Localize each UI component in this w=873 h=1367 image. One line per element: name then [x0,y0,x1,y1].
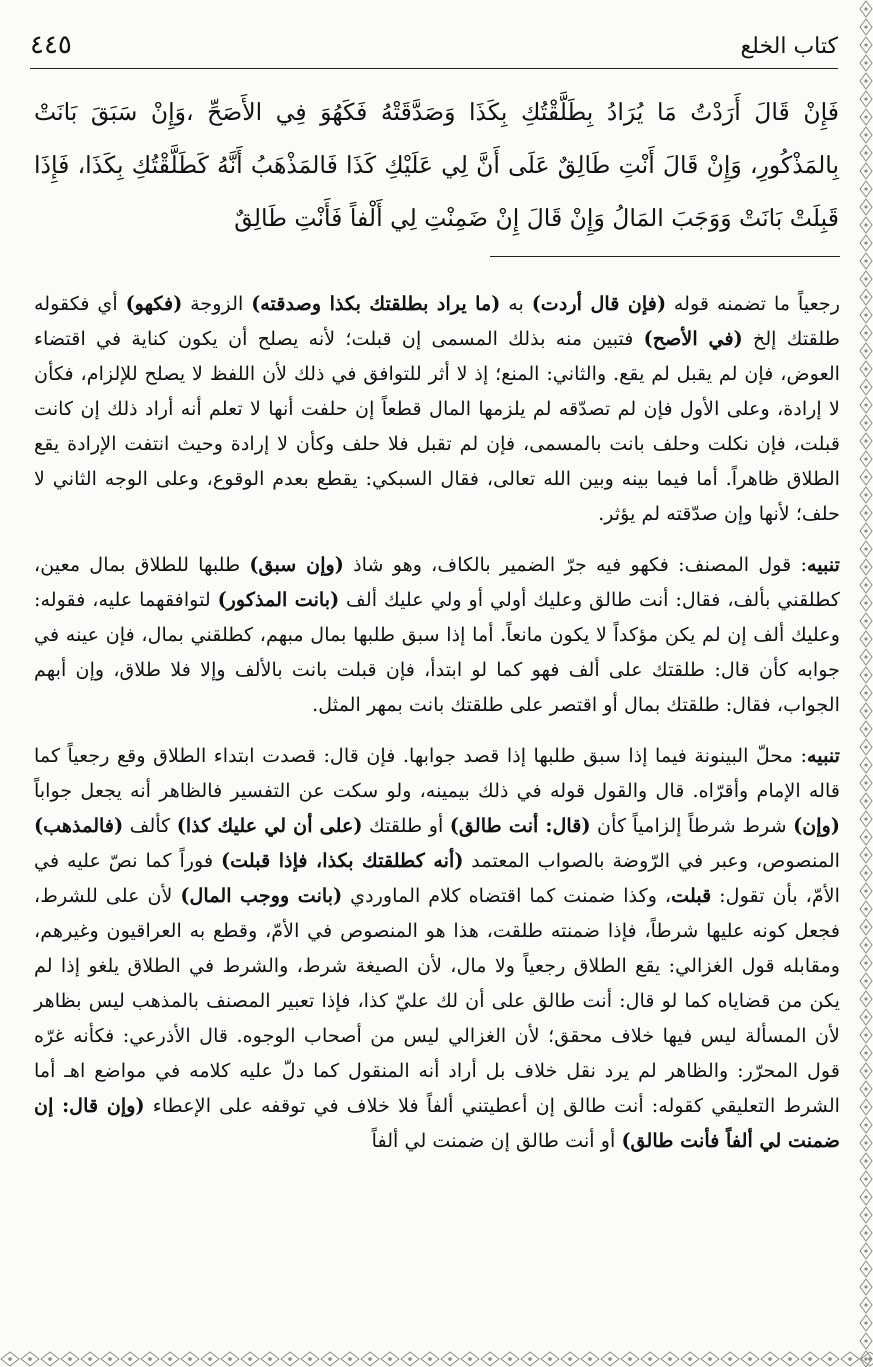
quoted-matn: قبلت [671,884,712,907]
commentary-text: لأن على للشرط، فجعل كونه عليها شرطاً، فإذا ضمنته طلقت، هذا هو المنصوص في الأمّ، وقطع به العراقيون وغيرهم، ومقابله قول الغزالي: يقع الطلاق رجعياً ولا مال، لأن الصيغة شرط، والشرط في الطلاق يلغو إذا لم يكن من قضاياه كما لو قال: أنت طالق على أن لك عليّ كذا، فإذا تعبير المصنف بالمذهب ليس بظاهر لأن المسألة ليس فيها خلاف محقق؛ لأن الغزالي ليس من أصحاب الوجوه. قال الأذرعي: فكأنه غرّه قول المحرّر: والظاهر لم يرد نقل خلاف بل أراد أنه المنقول كما دلّ عليه كلامه في مواضع اهـ أما الشرط التعليقي كقوله: أنت طالق إن أعطيتني ألفاً فلا خلاف في توقفه على الإعطاء [34,884,841,1117]
decorative-border-right [859,0,873,1367]
commentary-text: به [500,292,532,315]
commentary-text: فوراً كما نصّ عليه في الأمّ، بأن تقول: [34,849,840,907]
quoted-matn: (فكهو) [125,292,183,315]
commentary-text: أو طلقتك [362,814,450,837]
quoted-matn: (وإن قال: إن ضمنت لي ألفاً فأنت طالق) [34,1094,840,1152]
quoted-matn: (فالمذهب) [34,814,124,837]
quoted-matn: (قال: أنت طالق) [449,814,591,837]
main-text: فَإِنْ قَالَ أَرَدْتُ مَا يُرَادُ بِطَلَّقْتُكِ بِكَذَا وَصَدَّقَتْهُ فَكَهُوَ فِي الأَصَحِّ ،وَإِنْ سَبَقَ بَانَتْ بِالمَذْكُورِ، وَإِنْ قَالَ أَنْتِ طَالِقٌ عَلَى أَنَّ لِي عَلَيْكِ كَذَا فَالمَذْهَبُ أَنَّهُ كَطَلَّقْتُكِ بِكَذَا، فَإِذَا قَبِلَتْ بَانَتْ وَوَجَبَ المَالُ وَإِنْ قَالَ إِنْ ضَمِنْتِ لِي أَلْفاً فَأَنْتِ طَالِقٌ [34,98,839,232]
commentary-text: : قول المصنف: فكهو فيه جرّ الضمير بالكاف، وهو شاذ [343,553,807,576]
commentary-paragraph [34,286,840,531]
commentary-text: الزوجة [182,292,252,315]
commentary [34,286,840,1174]
commentary-text: رجعياً ما تضمنه قوله [666,292,840,315]
commentary-paragraph [34,547,840,722]
quoted-matn: (ما يراد بطلقتك بكذا وصدقته) [251,292,501,315]
commentary-text: كألف [123,814,177,837]
quoted-matn: (على أن لي عليك كذا) [176,814,363,837]
quoted-matn: (وإن) [793,814,840,837]
quoted-matn: (بانت المذكور) [217,588,340,611]
commentary-text: فتبين منه بذلك المسمى إن قبلت؛ لأنه يصلح أن يكون كناية في اقتضاء العوض، فإن لم يقبل لم يقع. والثاني: المنع؛ إذ لا أثر للتوافق في ذلك لأن اللفظ لا يصلح للإلزام، فكأن لا إرادة، وعلى الأول فإن لم تصدّقه لم يلزمها المال قطعاً إن حلفت أنها لا تعلم أنه أراد ذلك إن كانت قبلت، فإن نكلت وحلف بانت بالمسمى، فإن لم تقبل فلا حلف وكأن لا إرادة وحيث انتفت الإرادة يقع الطلاق ظاهراً. أما فيما بينه وبين الله تعالى، فقال السبكي: يقطع بعدم الوقوع، وعلى الوجه الثاني لا حلف؛ لأنها وإن صدّقته لم يؤثر. [34,327,840,525]
separator-rule [490,256,840,257]
quoted-matn: (أنه كطلقتك بكذا، فإذا قبلت) [221,849,464,872]
page-number: ٤٤٥ [30,30,72,60]
running-title: كتاب الخلع [740,34,838,59]
commentary-text: : محلّ البينونة فيما إذا سبق طلبها إذا قصد جوابها. فإن قال: قصدت ابتداء الطلاق وقع رجعياً كما قاله الإمام وأقرّاه. قال والقول قوله في ذلك بيمينه، ولو سكت عن التفسير فالظاهر أنه يجعل جواباً [34,744,840,802]
quoted-matn: تنبيه [807,744,840,767]
commentary-paragraph [34,738,840,1158]
commentary-text: أي فكقوله طلقتك إلخ [34,292,840,350]
quoted-matn: (فإن قال أردت) [531,292,667,315]
commentary-text: طلبها للطلاق بمال معين، كطلقني بألف، فقال: أنت طالق وعليك أولي أو ولي عليك ألف [34,553,840,611]
commentary-text: شرط شرطاً إلزامياً كأن [590,814,794,837]
quoted-matn: (بانت ووجب المال) [180,884,343,907]
commentary-text: المنصوص، وعبر في الرّوضة بالصواب المعتمد [463,849,841,872]
decorative-border-bottom [0,1351,873,1367]
commentary-text: أو أنت طالق إن ضمنت لي ألفاً [371,1129,622,1152]
quoted-matn: (في الأصح) [643,327,743,350]
quoted-matn: (وإن سبق) [249,553,344,576]
commentary-text: ، وكذا ضمنت كما اقتضاه كلام الماوردي [342,884,672,907]
quoted-matn: تنبيه [806,553,840,576]
commentary-text: لتوافقهما عليه، فقوله: وعليك ألف إن لم يكن مؤكداً لا يكون مانعاً. أما إذا سبق طلبها بمال مبهم، كطلقني بمال، فإن عينه في جوابه كأن قال: طلقتك على ألف فهو كما لو ابتدأ، فإن قبلت بانت بالألف وإلا فلا طلاق، وإن أبهم الجواب، فقال: طلقتك بمال أو اقتصر على طلقتك بانت بمهر المثل. [34,588,840,716]
page-header [30,28,838,69]
